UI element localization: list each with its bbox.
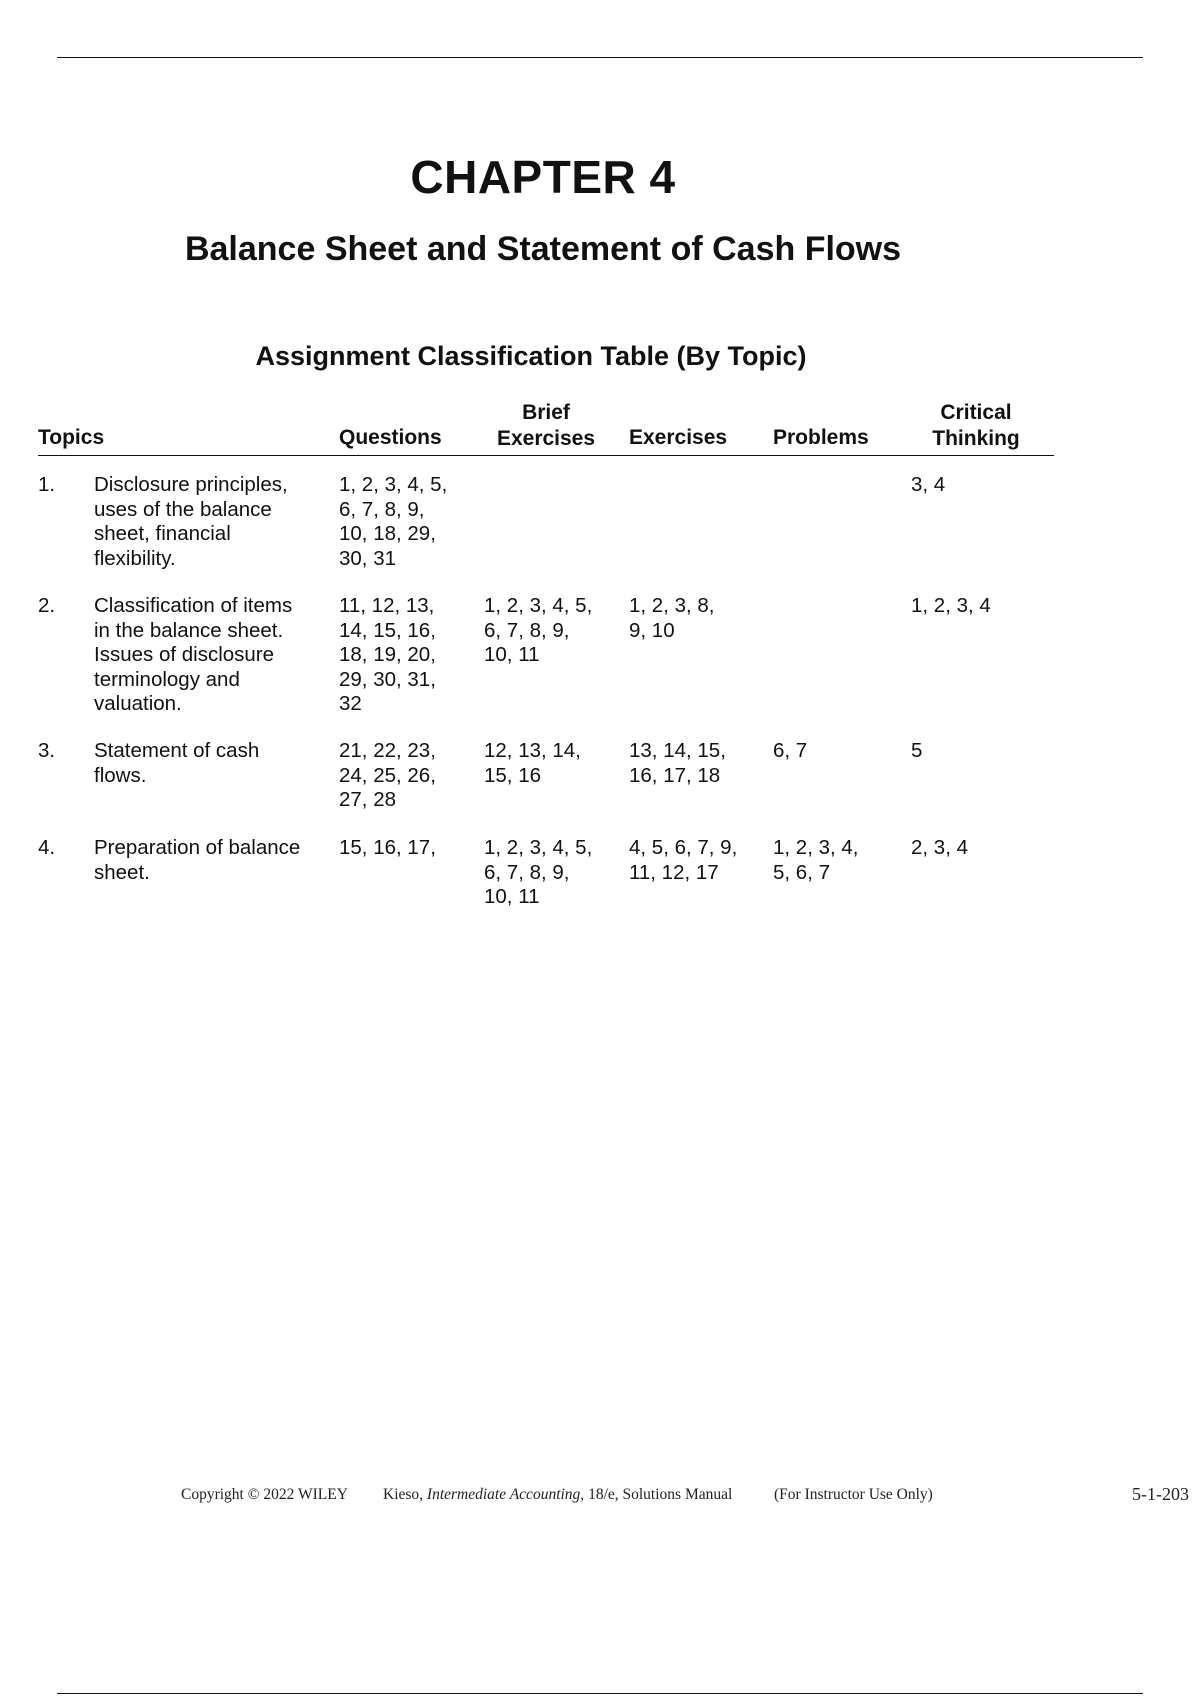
row-questions: 11, 12, 13, 14, 15, 16, 18, 19, 20, 29, 30, 31, 32: [339, 594, 436, 715]
row-brief-exercises: 1, 2, 3, 4, 5, 6, 7, 8, 9, 10, 11: [484, 836, 593, 908]
header-topics: Topics: [38, 426, 105, 449]
top-rule: [57, 57, 1143, 58]
header-brief-exercises: Brief Exercises: [496, 401, 596, 450]
row-exercises: 1, 2, 3, 8, 9, 10: [629, 594, 715, 642]
row-questions: 1, 2, 3, 4, 5, 6, 7, 8, 9, 10, 18, 29, 30, 31: [339, 473, 448, 570]
header-problems: Problems: [773, 426, 869, 449]
row-topic: Statement of cash flows.: [94, 739, 260, 787]
header-critical-thinking: Critical Thinking: [932, 401, 1020, 450]
header-questions: Questions: [339, 426, 442, 449]
row-critical-thinking: 2, 3, 4: [911, 836, 968, 859]
bottom-rule: [57, 1693, 1143, 1694]
row-topic: Classification of items in the balance sheet. Issues of disclosure terminology and valuation.: [94, 594, 293, 715]
footer-copyright: Copyright © 2022 WILEY: [181, 1486, 348, 1503]
row-number: 1.: [38, 473, 56, 496]
row-number: 3.: [38, 739, 56, 762]
row-exercises: 4, 5, 6, 7, 9, 11, 12, 17: [629, 836, 738, 884]
footer-page-number: 5-1-203: [1132, 1484, 1189, 1504]
row-exercises: 13, 14, 15, 16, 17, 18: [629, 739, 726, 787]
row-questions: 21, 22, 23, 24, 25, 26, 27, 28: [339, 739, 436, 811]
footer-author: Kieso,: [383, 1486, 424, 1503]
row-critical-thinking: 1, 2, 3, 4: [911, 594, 991, 617]
row-problems: 1, 2, 3, 4, 5, 6, 7: [773, 836, 859, 884]
row-critical-thinking: 5: [911, 739, 923, 762]
footer-book-reference: [383, 1486, 732, 1504]
chapter-title: CHAPTER 4: [410, 151, 676, 203]
row-critical-thinking: 3, 4: [911, 473, 946, 496]
footer-edition: 18/e, Solutions Manual: [588, 1486, 733, 1503]
row-problems: 6, 7: [773, 739, 808, 762]
header-rule: [38, 455, 1054, 456]
row-topic: Preparation of balance sheet.: [94, 836, 301, 884]
footer-usage-note: (For Instructor Use Only): [774, 1486, 933, 1503]
row-number: 2.: [38, 594, 56, 617]
row-topic: Disclosure principles, uses of the balance sheet, financial flexibility.: [94, 473, 288, 570]
footer-book-title: Intermediate Accounting,: [426, 1486, 585, 1503]
header-exercises: Exercises: [629, 426, 728, 449]
row-questions: 15, 16, 17,: [339, 836, 436, 859]
table-title: Assignment Classification Table (By Topic): [255, 341, 807, 371]
chapter-subtitle: Balance Sheet and Statement of Cash Flows: [184, 230, 902, 268]
row-brief-exercises: 12, 13, 14, 15, 16: [484, 739, 581, 787]
row-brief-exercises: 1, 2, 3, 4, 5, 6, 7, 8, 9, 10, 11: [484, 594, 593, 666]
row-number: 4.: [38, 836, 56, 859]
